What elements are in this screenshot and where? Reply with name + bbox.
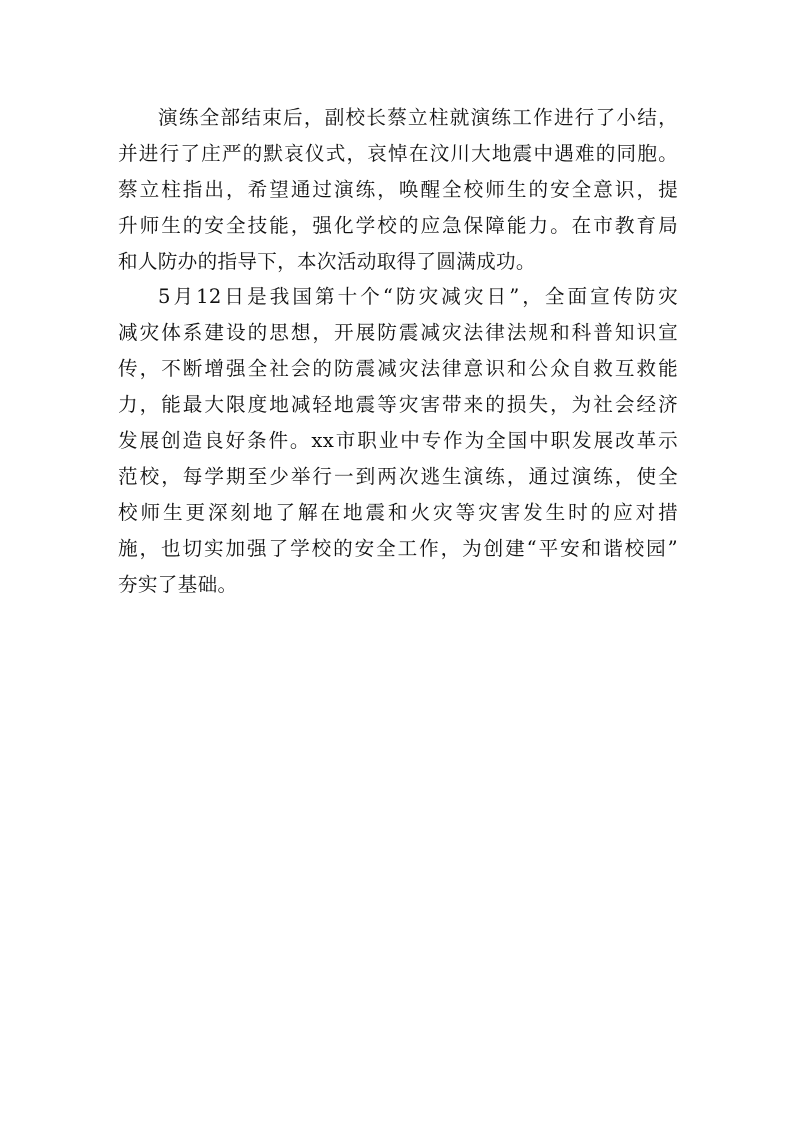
paragraph-line: 夯实了基础。	[118, 572, 238, 596]
paragraph-line: 校师生更深刻地了解在地震和火灾等灾害发生时的应对措	[118, 500, 678, 524]
paragraph-line: 力，能最大限度地减轻地震等灾害带来的损失，为社会经济	[118, 393, 678, 417]
paragraph-disaster-prevention-day	[118, 279, 678, 602]
paragraph-line: 演练全部结束后，副校长蔡立柱就演练工作进行了小结，	[158, 106, 678, 129]
paragraph-line: 施，也切实加强了学校的安全工作，为创建“平安和谐校园”	[118, 536, 678, 560]
paragraph-line: 传，不断增强全社会的防震减灾法律意识和公众自救互救能	[118, 357, 678, 381]
paragraph-line: 和人防办的指导下，本次活动取得了圆满成功。	[118, 249, 536, 273]
paragraph-line: 升师生的安全技能，强化学校的应急保障能力。在市教育局	[118, 213, 678, 237]
paragraph-line: 并进行了庄严的默哀仪式，哀悼在汶川大地震中遇难的同胞。	[118, 141, 678, 165]
paragraph-line: 5月12日是我国第十个“防灾减灾日”，全面宣传防灾	[158, 285, 678, 309]
paragraph-line: 范校，每学期至少举行一到两次逃生演练，通过演练，使全	[118, 464, 678, 488]
paragraph-line: 减灾体系建设的思想，开展防震减灾法律法规和科普知识宣	[118, 321, 678, 345]
document-body	[118, 100, 678, 602]
paragraph-drill-summary	[118, 100, 678, 279]
paragraph-line: 发展创造良好条件。xx市职业中专作为全国中职发展改革示	[118, 429, 678, 453]
paragraph-line: 蔡立柱指出，希望通过演练，唤醒全校师生的安全意识，提	[118, 177, 678, 201]
